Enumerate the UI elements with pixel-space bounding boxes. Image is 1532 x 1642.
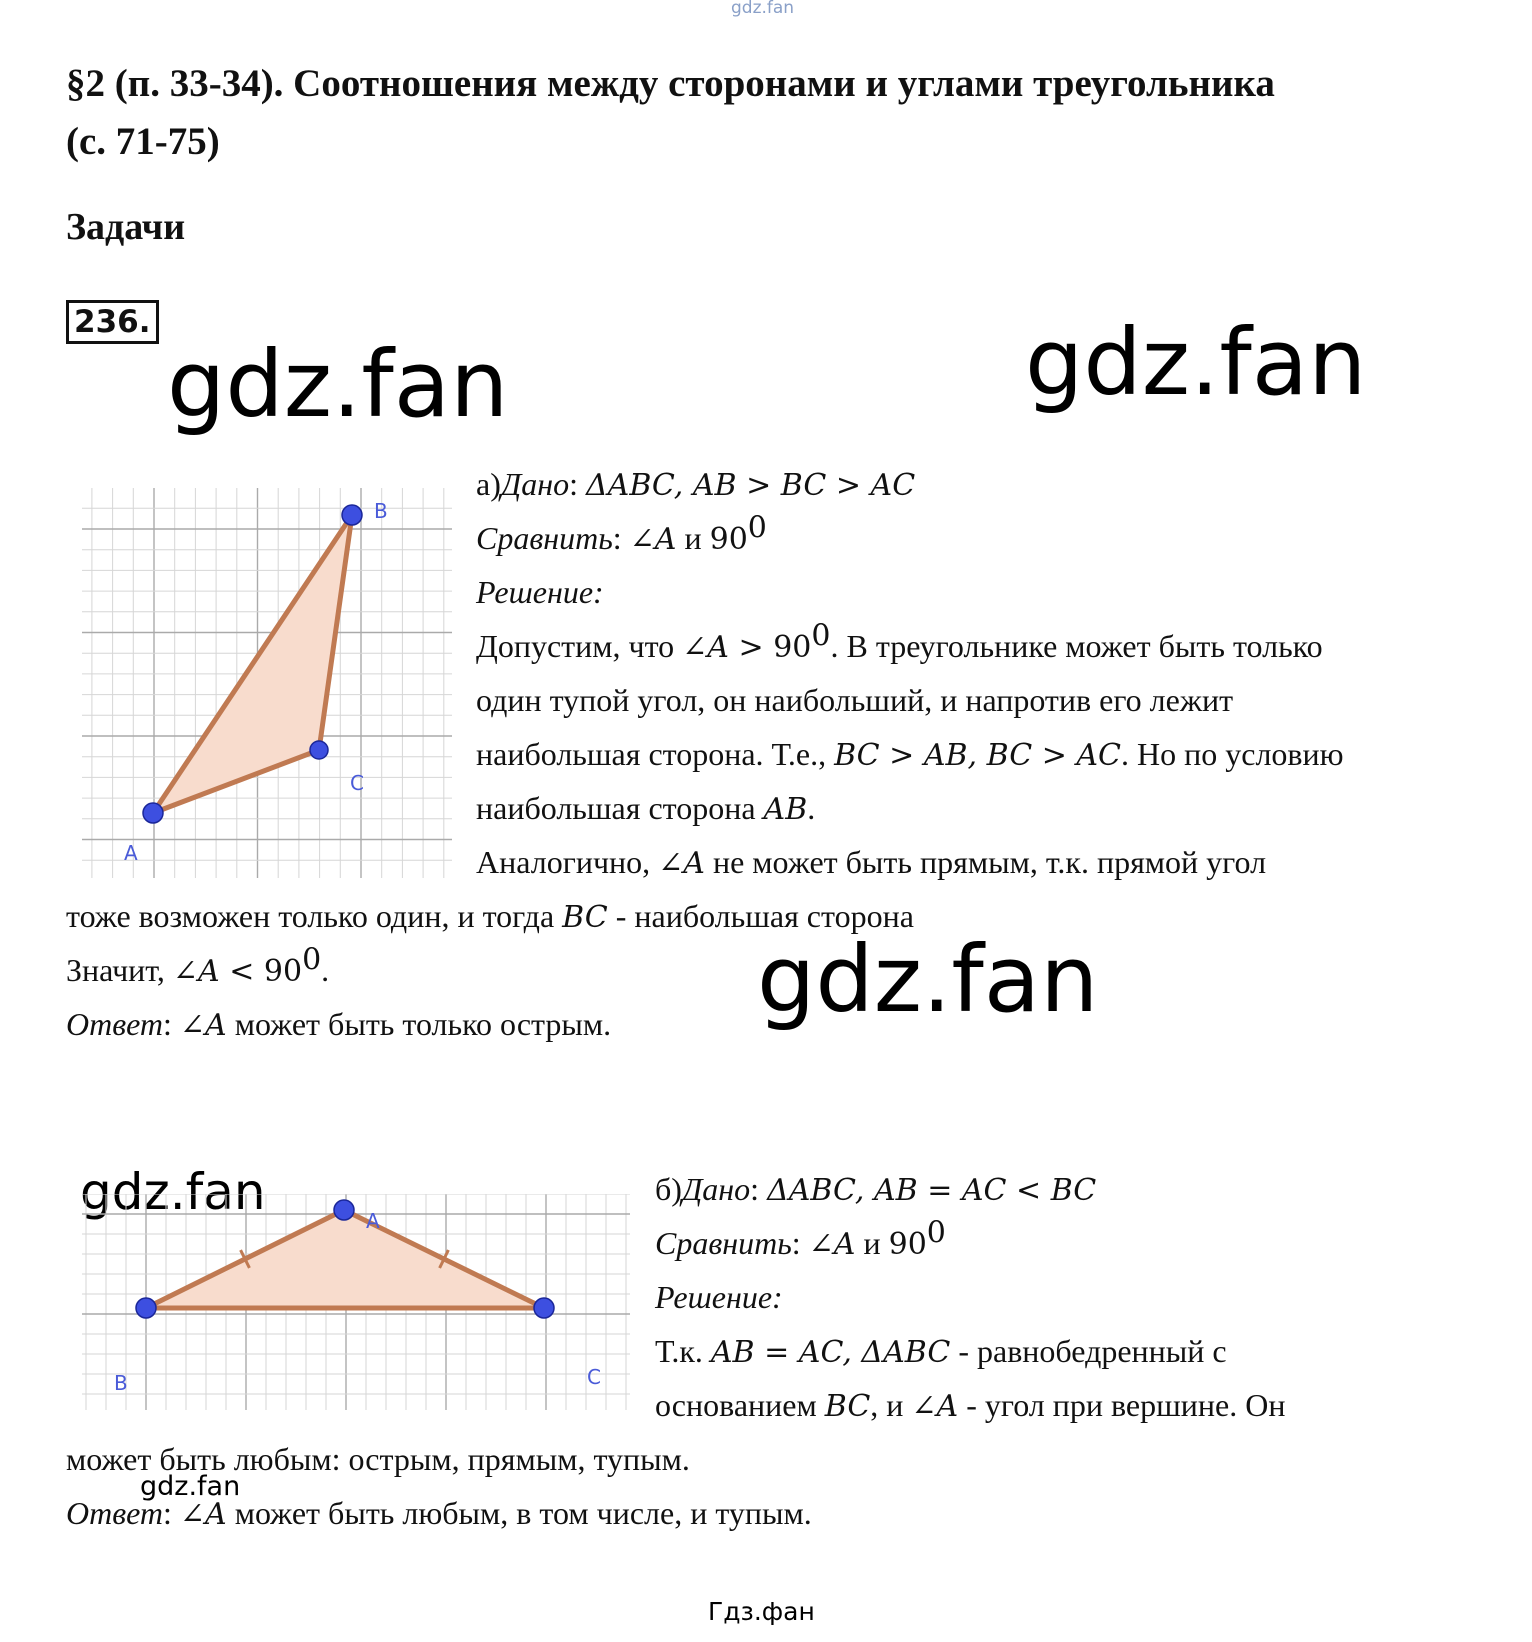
part-a-line5: Аналогично, ∠A не может быть прямым, т.к. прямой угол <box>476 844 1267 881</box>
label-c: C <box>350 771 364 795</box>
vertex-a <box>143 803 163 823</box>
label-a: A <box>366 1209 380 1233</box>
top-watermark: gdz.fan <box>731 0 795 18</box>
vertex-c <box>534 1298 554 1318</box>
label-a: A <box>124 841 138 865</box>
figure-triangle-a <box>82 488 452 878</box>
part-b-answer: Ответ: ∠A может быть любым, в том числе, и тупым. <box>66 1495 812 1532</box>
triangle-a <box>153 515 352 813</box>
vertex-c <box>310 741 328 759</box>
part-b-line3: может быть любым: острым, прямым, тупым. <box>66 1441 690 1477</box>
part-b-given: б)Дано: ΔABC, AB = AC < BC <box>655 1171 1097 1208</box>
section-heading: Задачи <box>66 206 186 248</box>
figure-triangle-b <box>82 1194 630 1410</box>
label-b: B <box>114 1371 128 1395</box>
part-a-line6: тоже возможен только один, и тогда BC - наибольшая сторона <box>66 898 914 935</box>
part-b-compare: Сравнить: ∠A и $90^0$ <box>655 1215 946 1262</box>
part-a-line4: наибольшая сторона AB. <box>476 790 816 827</box>
label-c: C <box>587 1365 601 1389</box>
part-a-solution-label: Решение: <box>476 574 604 610</box>
watermark-1: gdz.fan <box>167 331 509 438</box>
part-a-compare: Сравнить: ∠A и $90^0$ <box>476 510 767 557</box>
part-a-answer: Ответ: ∠A может быть только острым. <box>66 1006 612 1043</box>
vertex-a <box>334 1200 354 1220</box>
part-a-line7: Значит, ∠A < $90^0$. <box>66 942 330 989</box>
task-number: 236. <box>66 300 159 344</box>
part-a-given: а)Дано: ΔABC, AB > BC > AC <box>476 466 916 503</box>
vertex-b <box>136 1298 156 1318</box>
watermark-4: gdz.fan <box>80 1163 266 1221</box>
part-b-line1: Т.к. AB = AC, ΔABC - равнобедренный с <box>655 1333 1227 1370</box>
watermark-5: gdz.fan <box>140 1471 241 1502</box>
label-b: B <box>374 499 388 523</box>
part-b-solution-label: Решение: <box>655 1279 783 1315</box>
part-b-line2: основанием BC, и ∠A - угол при вершине. Он <box>655 1387 1286 1424</box>
watermark-3: gdz.fan <box>757 926 1099 1033</box>
page-title-line1: §2 (п. 33-34). Соотношения между сторонами и углами треугольника <box>66 62 1275 105</box>
footer-watermark: Гдз.фан <box>708 1597 815 1626</box>
part-a-line1: Допустим, что ∠A > $90^0$. В треугольнике может быть только <box>476 618 1323 665</box>
watermark-2: gdz.fan <box>1025 309 1367 416</box>
part-a-line3: наибольшая сторона. Т.е., BC > AB, BC > AC. Но по условию <box>476 736 1344 773</box>
vertex-b <box>342 505 362 525</box>
part-a-line2: один тупой угол, он наибольший, и напротив его лежит <box>476 682 1234 718</box>
page-title-line2: (с. 71-75) <box>66 120 220 163</box>
